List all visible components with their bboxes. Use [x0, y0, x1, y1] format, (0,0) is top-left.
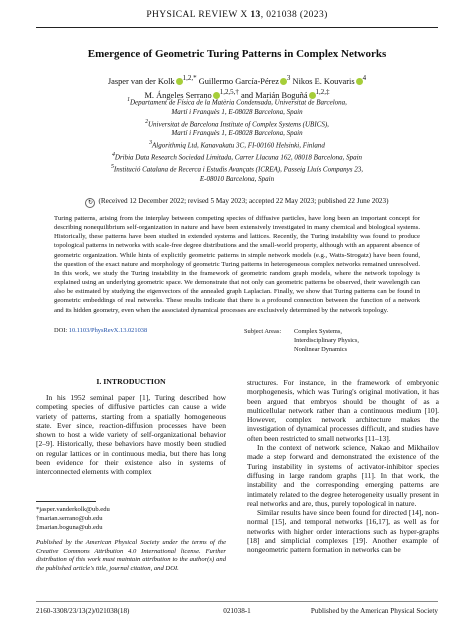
- intro-column-right: [247, 378, 439, 555]
- author-name[interactable]: Jasper van der Kolk: [107, 76, 175, 86]
- footnote-rule: [36, 501, 96, 502]
- page-number: 021038-1: [223, 607, 251, 615]
- intro-paragraph: In his 1952 seminal paper [1], Turing described how competing species of diffusive particles can cause a wide variety of patterns, starting from a spatially homogeneous state. Ever since, reaction-diffusion processes have been shown to host a wide variety of self-organizational behavior [2–9]. Historically, these behaviors have mostly been studied on regular lattices or in continuous media, but there has long been evidence for their existence also in systems of interconnected elements with complex: [36, 393, 226, 477]
- affiliation: [50, 96, 424, 108]
- affiliation-number: 2: [145, 118, 148, 125]
- intro-paragraph: Similar results have since been found for directed [14], non-normal [15], and temporal networks [16,17], as well as for networks with higher order interactions such as hyper-graphs [18] and simplicial complexes [19]. Another example of nongeometric pattern formation in networks can be: [247, 508, 439, 555]
- author-affiliation: 3: [286, 74, 291, 82]
- affiliation: [50, 163, 424, 175]
- affiliation-number: 3: [149, 140, 153, 147]
- author-affiliation: 1,2,5,†: [219, 88, 239, 97]
- orcid-icon[interactable]: [280, 78, 287, 85]
- author-email[interactable]: †marian.serrano@ub.edu: [36, 515, 103, 522]
- affiliation-number: 4: [111, 151, 115, 158]
- doi: [54, 327, 147, 334]
- author-name[interactable]: Guillermo García-Pérez: [198, 76, 279, 86]
- subject-areas-label: Subject Areas:: [244, 328, 282, 335]
- abstract: Turing patterns, arising from the interplay between competing species of diffusive particles, have long been an important concept for describing nonequilibrium self-organization in nature and have been extensively investigated in many chemical and biological systems. Historically, these patterns have been studied in extended systems and lattices. Recently, the Turing instability was found to produce topological patterns in networks with scale-free degree distributions and the small-world property, although with an apparent absence of geometric organization. While hints of explicitly geometric patterns in simple network models (e.g., Watts-Strogatz) have been found, the question of the exact nature and morphology of geometric Turing patterns in heterogeneous complex networks remained unresolved. In this work, we study the Turing instability in the framework of geometric random graph models, where the network topology is explained using an underlying geometric space. We demonstrate that not only can geometric patterns be observed, their wavelength can also be estimated by studying the eigenvectors of the annealed graph Laplacian. Finally, we show that Turing patterns can be found in geometric embeddings of real networks. These results indicate that there is a profound connection between the function of a network and its hidden geometry, even when the associated dynamical processes are exclusively determined by the network topology.: [54, 215, 420, 314]
- affiliations: [50, 96, 424, 184]
- corresponding-emails: [36, 505, 226, 532]
- journal-volume: 13: [250, 10, 261, 20]
- journal-name: PHYSICAL REVIEW X: [146, 10, 248, 20]
- author-affiliation: 1,2,‡: [315, 88, 330, 97]
- publisher-line: Published by the American Physical Society: [310, 607, 438, 615]
- affiliation: [50, 139, 424, 151]
- author-name[interactable]: and Marián Boguñá: [241, 91, 308, 101]
- subject-area[interactable]: Complex Systems,: [294, 328, 342, 335]
- affiliation-text: Algorithmiq Ltd, Kanavakatu 3C, FI-00160 Helsinki, Finland: [152, 141, 325, 150]
- paper-title: Emergence of Geometric Turing Patterns in Complex Networks: [87, 48, 387, 60]
- orcid-icon[interactable]: [176, 78, 183, 85]
- affiliation-text: Departament de Física de la Matèria Condensada, Universitat de Barcelona,: [130, 98, 347, 107]
- author-affiliation: 4: [362, 74, 367, 82]
- author-affiliation: 1,2,*: [182, 74, 197, 82]
- subject-area[interactable]: Nonlinear Dynamics: [294, 346, 348, 353]
- affiliation: [50, 151, 424, 163]
- author-email[interactable]: ‡marian.boguna@ub.edu: [36, 524, 103, 531]
- affiliation-number: 1: [127, 97, 130, 103]
- author-line-1: [40, 73, 434, 87]
- article-number: , 021038 (2023): [260, 10, 328, 20]
- subject-area[interactable]: Interdisciplinary Physics,: [294, 337, 359, 344]
- intro-paragraph: structures. For instance, in the framework of embryonic morphogenesis, which was Turing's original motivation, it has been argued that embryos should be thought of as a multicellular network rather than a continuous medium [10]. However, complex network architecture makes the investigation of dynamical processes difficult, and studies have often been restricted to small networks [11–13].: [247, 378, 439, 443]
- affiliation-text: Martí i Franquès 1, E-08028 Barcelona, Spain: [171, 129, 303, 138]
- license-notice: Published by the American Physical Society under the terms of the Creative Commons Attribution 4.0 International license. Further distribution of this work must maintain attribution to the author(s) and the published article's title, journal citation, and DOI.: [36, 539, 226, 573]
- section-heading: I. INTRODUCTION: [96, 377, 166, 386]
- header-rule: [36, 27, 438, 28]
- received-text: (Received 12 December 2022; revised 5 May 2023; accepted 22 May 2023; published 22 June 2023): [98, 197, 389, 205]
- issn-code: 2160-3308/23/13(2)/021038(18): [36, 607, 130, 615]
- affiliation-number: 5: [111, 163, 114, 170]
- check-updates-icon[interactable]: ↻: [85, 198, 95, 208]
- intro-paragraph: In the context of network science, Nakao and Mikhailov made a step forward and demonstrated the existence of the Turing instability in systems of activator-inhibitor species diffusing in large random graphs [11]. In that work, the instability and the corresponding emerging patterns are intimately related to the degree heterogeneity usually present in real networks and are, thus, purely topological in nature.: [247, 443, 439, 508]
- author-name[interactable]: Nikos E. Kouvaris: [292, 76, 355, 86]
- affiliation: [50, 118, 424, 130]
- affiliation-text: E-08010 Barcelona, Spain: [199, 174, 275, 183]
- subject-areas-list: [294, 327, 424, 354]
- doi-label: DOI:: [54, 327, 68, 334]
- affiliation-text: Institució Catalana de Recerca i Estudis Avançats (ICREA), Passeig Lluís Companys 23,: [113, 165, 363, 174]
- author-name[interactable]: M. Ángeles Serrano: [144, 91, 212, 101]
- doi-link[interactable]: 10.1103/PhysRevX.13.021038: [68, 327, 148, 334]
- affiliation-text: Universitat de Barcelona Institute of Complex Systems (UBICS),: [147, 119, 329, 128]
- affiliation-text: Dribia Data Research Sociedad Limitada, Carrer Llacuna 162, 08018 Barcelona, Spain: [114, 153, 363, 162]
- footer-rule: [36, 601, 438, 602]
- received-dates: [40, 197, 434, 208]
- orcid-icon[interactable]: [356, 78, 363, 85]
- running-header: [0, 10, 474, 20]
- affiliation-text: Martí i Franquès 1, E-08028 Barcelona, Spain: [171, 107, 303, 116]
- author-email[interactable]: *jasper.vanderkolk@ub.edu: [36, 506, 110, 513]
- intro-column-left: [36, 393, 226, 477]
